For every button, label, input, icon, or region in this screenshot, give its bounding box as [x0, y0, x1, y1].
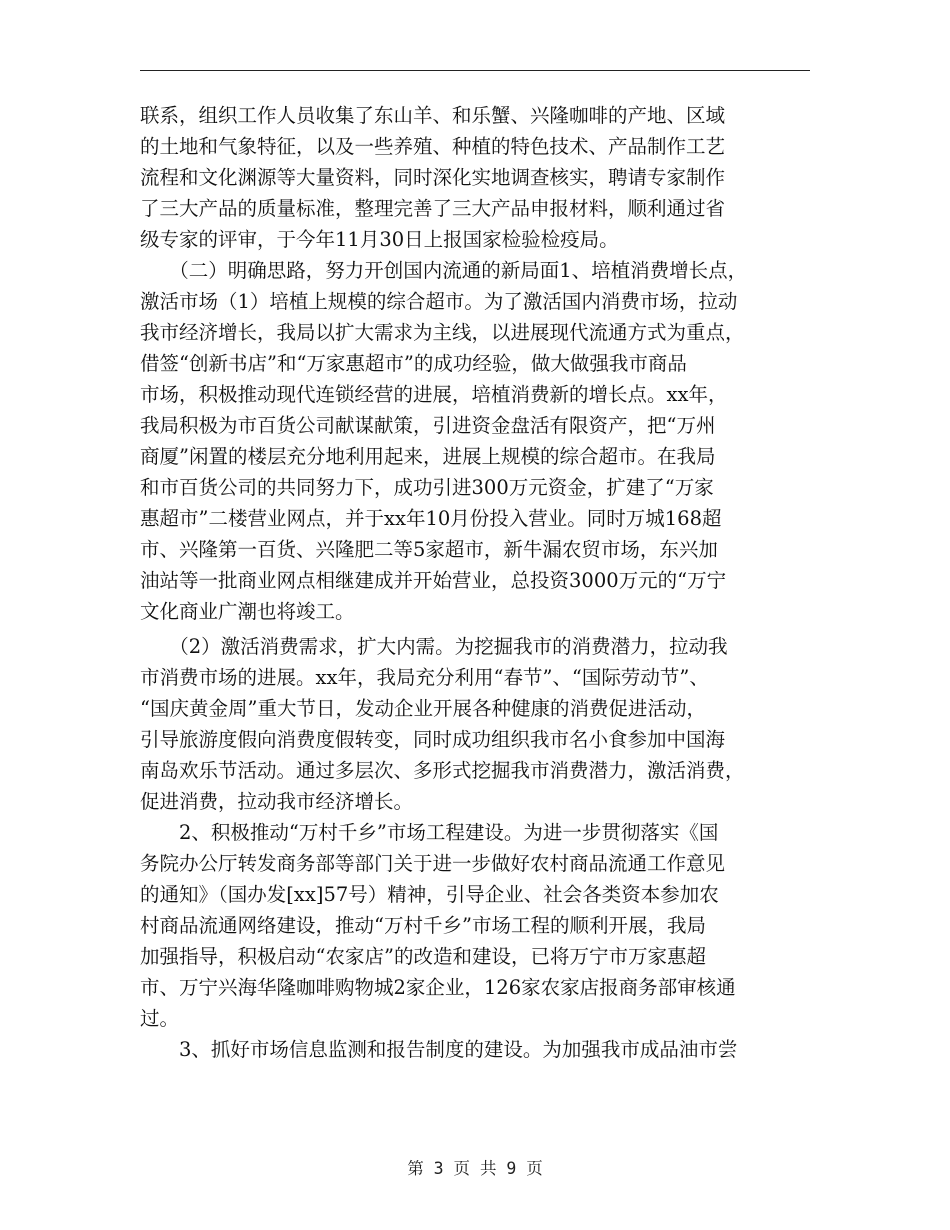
text-line: 务院办公厅转发商务部等部门关于进一步做好农村商品流通工作意见 — [140, 852, 726, 875]
text-line: 南岛欢乐节活动。通过多层次、多形式挖掘我市消费潜力，激活消费， — [140, 759, 745, 782]
text-line: 促进消费，拉动我市经济增长。 — [140, 790, 414, 813]
text-line: 文化商业广潮也将竣工。 — [140, 600, 355, 623]
text-line: “国庆黄金周”重大节日，发动企业开展各种健康的消费促进活动， — [140, 697, 706, 720]
text-line: 商厦”闲置的楼层充分地利用起来，进展上规模的综合超市。在我局 — [140, 445, 716, 468]
text-line: 了三大产品的质量标准，整理完善了三大产品申报材料，顺利通过省 — [140, 197, 726, 220]
header-rule — [140, 70, 810, 71]
text-line: （二）明确思路，努力开创国内流通的新局面1、培植消费增长点， — [140, 259, 748, 282]
text-line: 市消费市场的进展。xx年，我局充分利用“春节”、“国际劳动节”、 — [140, 666, 709, 689]
text-line: 我局积极为市百货公司献谋献策，引进资金盘活有限资产，把“万州 — [140, 414, 716, 437]
text-line: 市、兴隆第一百货、兴隆肥二等5家超市，新牛漏农贸市场，东兴加 — [140, 538, 718, 561]
text-line: 惠超市”二楼营业网点，并于xx年10月份投入营业。同时万城168超 — [140, 507, 722, 530]
text-line: 的土地和气象特征，以及一些养殖、种植的特色技术、产品制作工艺 — [140, 135, 726, 158]
text-line: 联系，组织工作人员收集了东山羊、和乐蟹、兴隆咖啡的产地、区域 — [140, 104, 726, 127]
text-line: 油站等一批商业网点相继建成并开始营业，总投资3000万元的“万宁 — [140, 569, 727, 592]
text-line: 级专家的评审，于今年11月30日上报国家检验检疫局。 — [140, 228, 619, 251]
document-body — [140, 100, 830, 1065]
text-line: 和市百货公司的共同努力下，成功引进300万元资金，扩建了“万家 — [140, 476, 714, 499]
text-line: 市、万宁兴海华隆咖啡购物城2家企业，126家农家店报商务部审核通 — [140, 976, 736, 999]
text-line: 流程和文化渊源等大量资料，同时深化实地调查核实，聘请专家制作 — [140, 166, 726, 189]
text-line: 的通知》（国办发[xx]57号）精神，引导企业、社会各类资本参加农 — [140, 883, 719, 906]
text-line: 加强指导，积极启动“农家店”的改造和建设，已将万宁市万家惠超 — [140, 945, 706, 968]
text-line: 2、积极推动“万村千乡”市场工程建设。为进一步贯彻落实《国 — [140, 821, 719, 844]
text-line: 激活市场（1）培植上规模的综合超市。为了激活国内消费市场，拉动 — [140, 290, 738, 313]
text-line: 引导旅游度假向消费度假转变，同时成功组织我市名小食参加中国海 — [140, 728, 726, 751]
page-number: 第 3 页 共 9 页 — [407, 1159, 543, 1178]
text-line: 3、抓好市场信息监测和报告制度的建设。为加强我市成品油市尝 — [140, 1038, 738, 1061]
text-line: （2）激活消费需求，扩大内需。为挖掘我市的消费潜力，拉动我 — [140, 635, 728, 658]
text-line: 村商品流通网络建设，推动“万村千乡”市场工程的顺利开展，我局 — [140, 914, 706, 937]
text-line: 市场，积极推动现代连锁经营的进展，培植消费新的增长点。xx年， — [140, 383, 728, 406]
text-line: 我市经济增长，我局以扩大需求为主线，以进展现代流通方式为重点， — [140, 321, 745, 344]
text-line: 借签“创新书店”和“万家惠超市”的成功经验，做大做强我市商品 — [140, 352, 687, 375]
text-line: 过。 — [140, 1007, 180, 1030]
